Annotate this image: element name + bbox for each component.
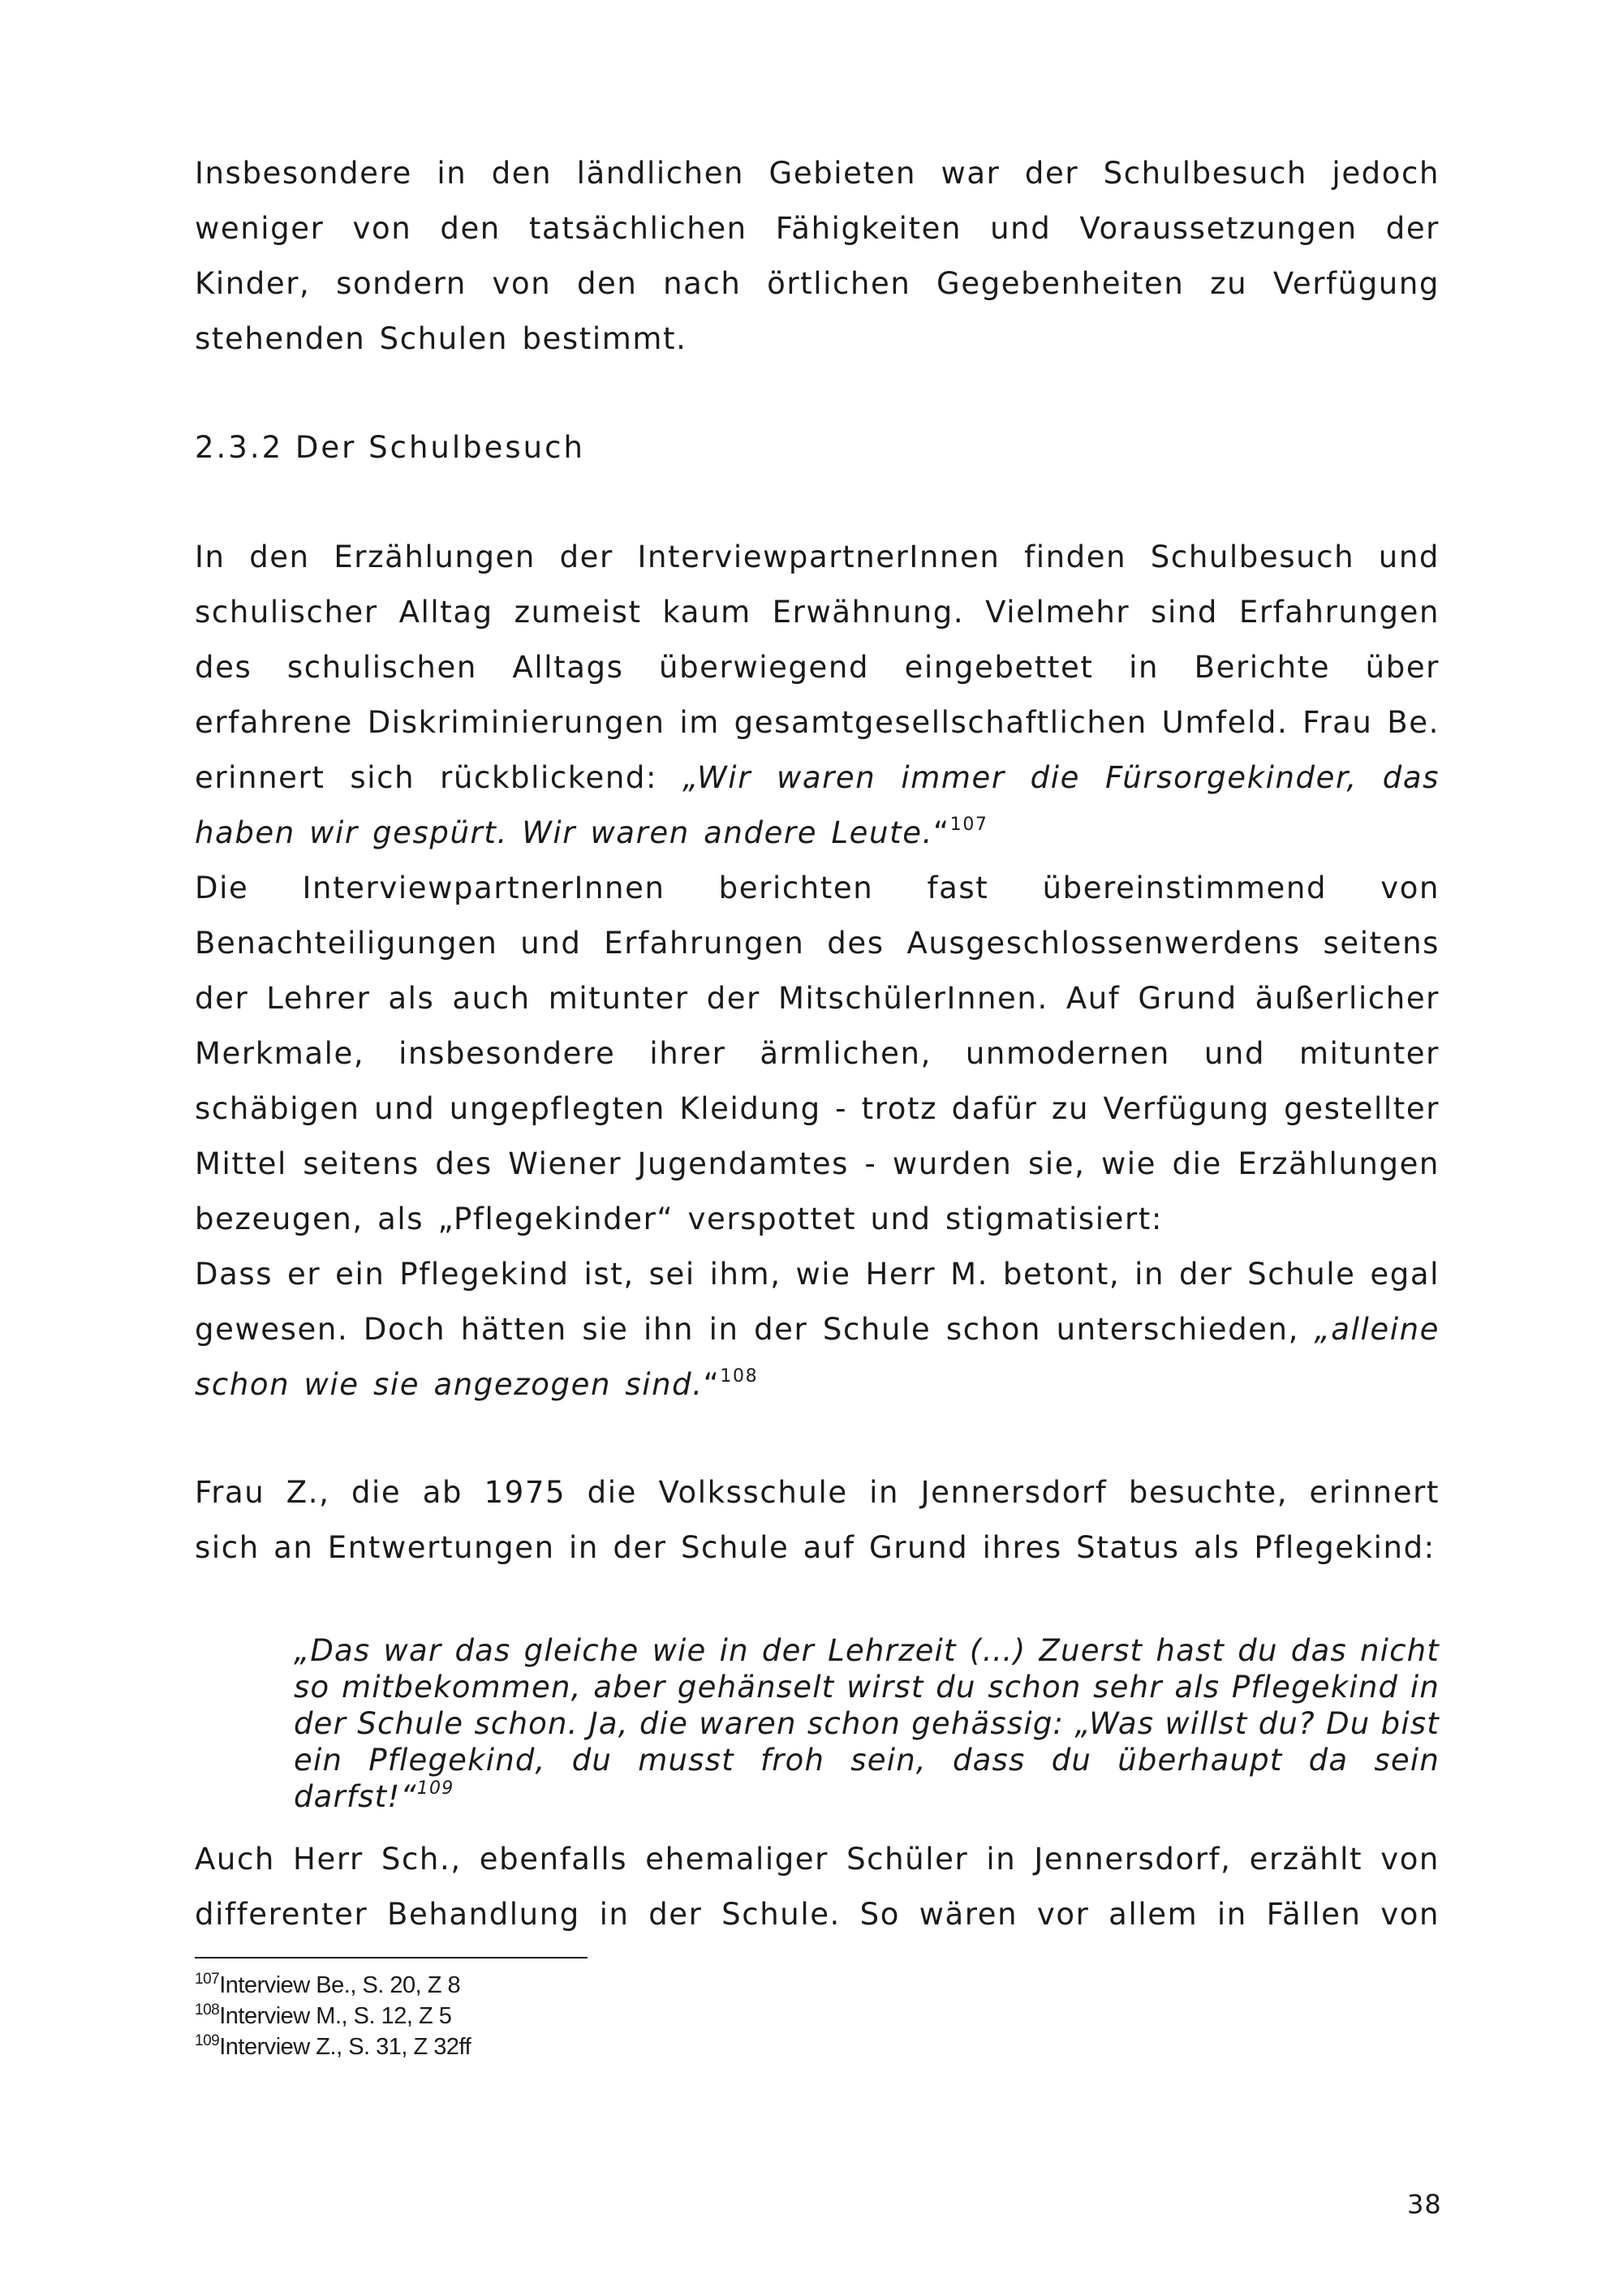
paragraph-1-text: In den Erzählungen der InterviewpartnerInnen finden Schulbesuch und schulischer Alltag zumeist kaum Erwähnung. Vielmehr sind Erfahrungen des schulischen Alltags überwiegend eingebettet in Berichte über erfahrene Diskriminierungen im gesamtgesellschaftlichen Umfeld. Frau Be. erinnert sich rückblickend: (195, 540, 1440, 795)
paragraph-1-quote: „Wir waren immer die Fürsorgekinder, das haben wir gespürt. Wir waren andere Leute. (195, 760, 1440, 850)
intro-text: Insbesondere in den ländlichen Gebieten war der Schulbesuch jedoch weniger von den tatsächlichen Fähigkeiten und Voraussetzungen der Kinder, sondern von den nach örtlichen Gegebenheiten zu Verfügung stehenden Schulen bestimmt. (195, 156, 1440, 356)
footnote-107: $^{107}$Interview Be., S. 20, Z 8 (195, 1971, 461, 1998)
paragraph-1 (195, 530, 1440, 866)
paragraph-2 (195, 861, 1440, 1247)
footnote-108: $^{108}$Interview M., S. 12, Z 5 (195, 2001, 452, 2029)
page-number: 38 (1407, 2189, 1442, 2220)
paragraph-3-text: Dass er ein Pflegekind ist, sei ihm, wie Herr M. betont, in der Schule egal gewesen. Doch hätten sie ihn in der Schule schon unterschieden, (195, 1257, 1440, 1347)
paragraph-3-quote-close: “ (703, 1367, 721, 1402)
footnote-ref-108: 108 (720, 1366, 759, 1387)
paragraph-3 (195, 1247, 1440, 1417)
footnotes (195, 1971, 471, 2064)
paragraph-4 (195, 1465, 1440, 1576)
footnote-ref-107: 107 (949, 815, 988, 835)
paragraph-5-text: Auch Herr Sch., ebenfalls ehemaliger Schüler in Jennersdorf, erzählt von differenter Behandlung in der Schule. So wären vor allem in Fällen von (195, 1842, 1440, 1932)
footnote-ref-109: 109 (416, 1778, 454, 1799)
block-quote-text: „Das war das gleiche wie in der Lehrzeit (…) Zuerst hast du das nicht so mitbekommen, aber gehänselt wirst du schon sehr als Pflegekind in der Schule schon. Ja, die waren schon gehässig: „Was willst du? Du bist ein Pflegekind, du musst froh sein, dass du überhaupt da sein darfst!“ (294, 1633, 1440, 1814)
paragraph-3-quote: „alleine schon wie sie angezogen sind. (195, 1312, 1440, 1402)
paragraph-4-text: Frau Z., die ab 1975 die Volksschule in Jennersdorf besuchte, erinnert sich an Entwertungen in der Schule auf Grund ihres Status als Pflegekind: (195, 1475, 1440, 1565)
block-quote (294, 1632, 1440, 1820)
paragraph-1-quote-close: “ (932, 815, 950, 850)
intro-paragraph (195, 146, 1440, 367)
section-heading: 2.3.2 Der Schulbesuch (195, 430, 585, 465)
paragraph-5 (195, 1832, 1440, 1942)
paragraph-2-text: Die InterviewpartnerInnen berichten fast übereinstimmend von Benachteiligungen und Erfahrungen des Ausgeschlossenwerdens seitens der Lehrer als auch mitunter der MitschülerInnen. Auf Grund äußerlicher Merkmale, insbesondere ihrer ärmlichen, unmodernen und mitunter schäbigen und ungepflegten Kleidung - trotz dafür zu Verfügung gestellter Mittel seitens des Wiener Jugendamtes - wurden sie, wie die Erzählungen bezeugen, als „Pflegekinder“ verspottet und stigmatisiert: (195, 871, 1440, 1236)
footnote-separator (195, 1957, 588, 1958)
footnote-109: $^{109}$Interview Z., S. 31, Z 32ff (195, 2032, 471, 2060)
